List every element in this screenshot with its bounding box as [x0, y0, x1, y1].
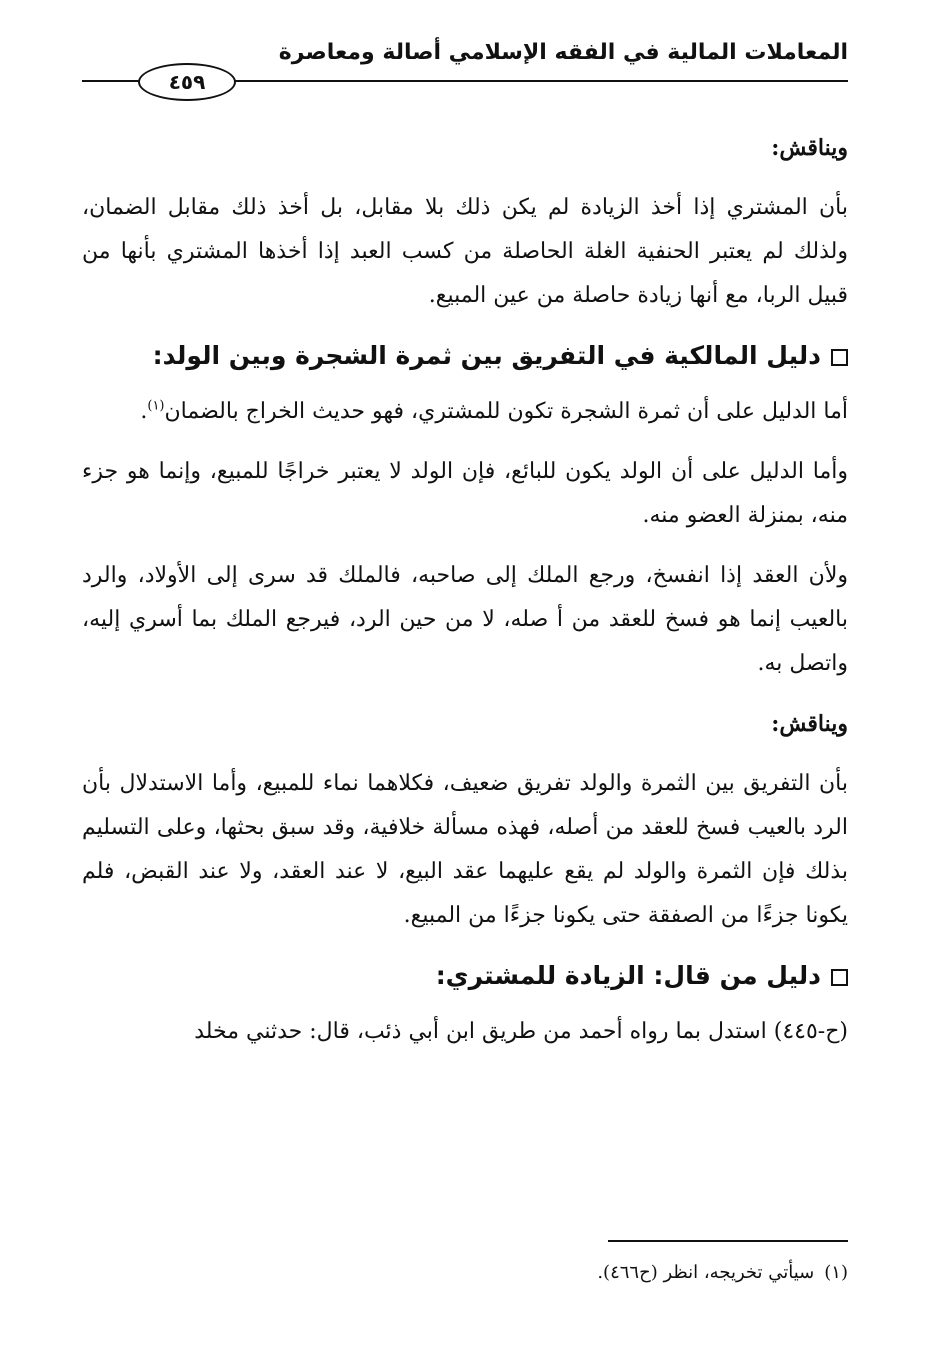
section-heading-text: دليل المالكية في التفريق بين ثمرة الشجرة وبين الولد: — [152, 341, 821, 370]
paragraph: (ح-٤٤٥) استدل بما رواه أحمد من طريق ابن أبي ذئب، قال: حدثني مخلد — [194, 1019, 848, 1044]
running-header-title: المعاملات المالية في الفقه الإسلامي أصالة ومعاصرة — [278, 40, 848, 65]
paragraph: وأما الدليل على أن الولد يكون للبائع، فإن الولد لا يعتبر خراجًا للمبيع، وإنما هو جزء منه، بمنزلة العضو منه. — [82, 459, 848, 528]
square-bullet-icon — [831, 969, 848, 986]
footnote-reference[interactable]: (١) — [147, 398, 165, 414]
section-heading — [82, 954, 848, 998]
footnote-rule — [608, 1240, 848, 1242]
square-bullet-icon — [831, 349, 848, 366]
footnote-number: (١) — [824, 1262, 848, 1283]
discussion-label: ويناقش: — [771, 711, 848, 737]
paragraph — [82, 390, 848, 434]
discussion-label: ويناقش: — [771, 135, 848, 161]
footnote-text: سيأتي تخريجه، انظر (ح٤٦٦). — [597, 1262, 815, 1283]
body-text — [82, 126, 848, 1070]
paragraph: ولأن العقد إذا انفسخ، ورجع الملك إلى صاحبه، فالملك قد سرى إلى الأولاد، والرد بالعيب إنما هو فسخ للعقد من أ صله، لا من حين الرد، فيرجع الملك بما أسري إليه، واتصل به. — [82, 563, 848, 676]
paragraph: بأن التفريق بين الثمرة والولد تفريق ضعيف، فكلاهما نماء للمبيع، وأما الاستدلال بأن الرد بالعيب فسخ للعقد من أصله، فهذه مسألة خلافية، وقد سبق بحثها، وعلى التسليم بذلك فإن الثمرة والولد لم يقع عليهما عقد البيع، لا عند العقد، ولا عند القبض، فلم يكونا جزءًا من الصفقة حتى يكونا جزءًا من المبيع. — [82, 771, 848, 928]
section-heading — [82, 334, 848, 378]
paragraph: بأن المشتري إذا أخذ الزيادة لم يكن ذلك بلا مقابل، بل أخذ ذلك مقابل الضمان، ولذلك لم يعتبر الحنفية الغلة الحاصلة من كسب العبد إذا أخذها المشتري بأنها من قبيل الربا، مع أنها زيادة حاصلة من عين المبيع. — [82, 195, 848, 308]
section-heading-text: دليل من قال: الزيادة للمشتري: — [435, 961, 821, 990]
page-number: ٤٥٩ — [138, 63, 236, 101]
footnote — [597, 1262, 848, 1283]
paragraph-end: . — [140, 399, 148, 424]
paragraph-text: أما الدليل على أن ثمرة الشجرة تكون للمشتري، فهو حديث الخراج بالضمان — [164, 399, 848, 424]
